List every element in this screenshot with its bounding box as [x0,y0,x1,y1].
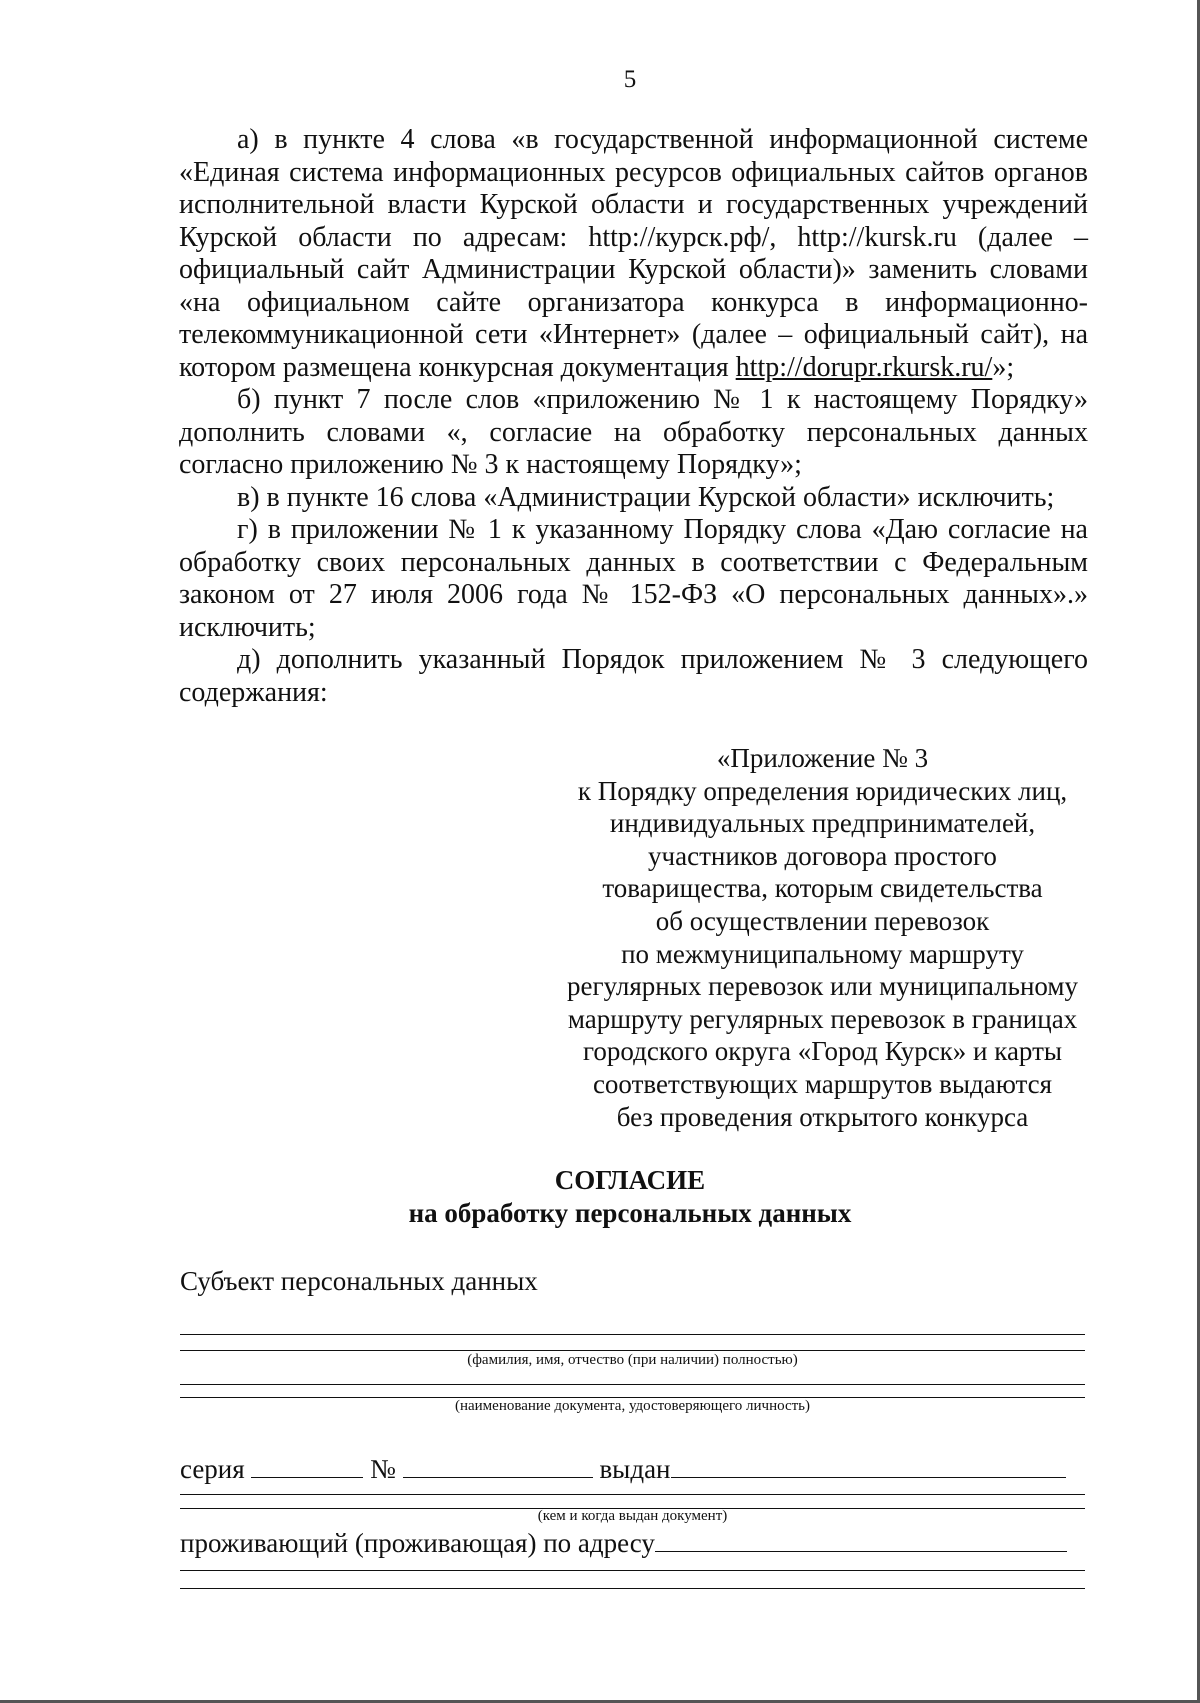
caption-document: (наименование документа, удостоверяющего личность) [454,1398,811,1414]
caption-fio: (фамилия, имя, отчество (при наличии) полностью) [467,1352,798,1368]
appendix-line: городского округа «Город Курск» и карты [582,1036,1063,1067]
appendix-line: без проведения открытого конкурса [616,1101,1029,1132]
appendix-line: регулярных перевозок или муниципальному [567,971,1078,1002]
issued-field[interactable] [671,1457,1066,1478]
paragraph-g: г) в приложении № 1 к указанному Порядку слова «Даю согласие на обработку своих персональных данных в соответствии с Федеральным законом от 27 июля 2006 года № 152-ФЗ «О персональных данных».» исключить; [179,514,1088,643]
consent-subtitle: на обработку персональных данных [408,1198,852,1228]
address-line-2[interactable] [180,1570,1085,1571]
fio-field-line[interactable] [180,1334,1085,1335]
appendix-heading [545,742,1100,1133]
appendix-line: по межмуниципальному маршруту [621,938,1024,969]
series-label: серия [180,1454,245,1484]
number-field[interactable] [403,1457,593,1478]
appendix-line: соответствующих маршрутов выдаются [592,1068,1053,1099]
appendix-line: маршруту регулярных перевозок в границах [567,1003,1078,1034]
paragraph-a-text: а) в пункте 4 слова «в государственной информационной системе «Единая система информационных ресурсов официальных сайтов органов исполнительной власти Курской области и государственных учреждений Курской области по адресам: http://курск.рф/, http://kursk.ru (далее – официальный сайт Администрации Курской области)» заменить словами «на официальном сайте организатора конкурса в информационно-телекоммуникационной сети «Интернет» (далее – официальный сайт), на котором размещена конкурсная документация [179,124,1088,383]
appendix-line: «Приложение № 3 [716,743,929,773]
document-field-line[interactable] [180,1384,1085,1385]
address-label: проживающий (проживающая) по адресу [180,1528,655,1558]
caption-issued: (кем и когда выдан документ) [537,1508,728,1524]
appendix-line: индивидуальных предпринимателей, [609,808,1036,839]
subject-label: Субъект персональных данных [180,1266,538,1296]
organizer-site-link[interactable]: http://dorupr.rkursk.ru/ [735,351,993,383]
address-field[interactable] [655,1531,1067,1552]
paragraph-d: д) дополнить указанный Порядок приложением № 3 следующего содержания: [179,644,1088,708]
consent-title-block [0,1164,1200,1230]
series-number-row [180,1454,1085,1485]
issued-label: выдан [599,1454,671,1484]
number-label: № [370,1454,396,1484]
appendix-line: участников договора простого [648,840,997,871]
paragraph-a [179,124,1088,384]
paragraph-b: б) пункт 7 после слов «приложению № 1 к настоящему Порядку» дополнить словами «, согласие на обработку персональных данных согласно приложению № 3 к настоящему Порядку»; [179,384,1088,480]
paragraph-v: в) в пункте 16 слова «Администрации Курской области» исключить; [237,481,1055,513]
consent-title: СОГЛАСИЕ [554,1165,706,1195]
amendments-body [179,124,1088,709]
page-number: 5 [623,66,637,93]
series-field[interactable] [251,1457,363,1478]
paragraph-a-end: »; [992,351,1015,383]
address-row [180,1528,1085,1559]
fio-underline [180,1350,1085,1351]
appendix-line: к Порядку определения юридических лиц, [577,775,1068,806]
appendix-line: об осуществлении перевозок [655,905,990,936]
address-line-3[interactable] [180,1588,1085,1589]
appendix-line: товарищества, которым свидетельства [602,873,1043,904]
issued-field-line[interactable] [180,1494,1085,1495]
